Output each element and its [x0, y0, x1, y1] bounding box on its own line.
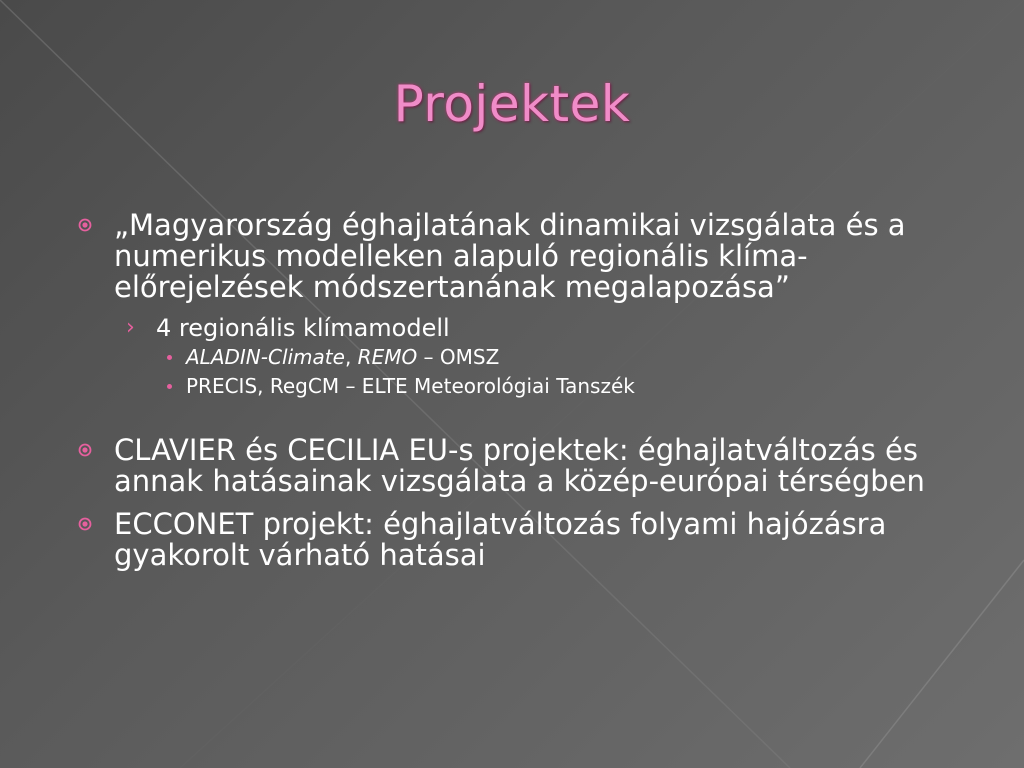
dot-bullet-icon — [167, 355, 172, 360]
bullet-3-text: ECCONET projekt: éghajlatváltozás folyami hajózásra gyakorolt várható hatásai — [114, 507, 887, 572]
bullet-2-text: CLAVIER és CECILIA EU-s projektek: éghajlatváltozás és annak hatásainak vizsgálata a közép-európai térségben — [114, 433, 925, 498]
sub-sub-bullet-1 — [72, 343, 972, 372]
slide-content — [72, 210, 972, 571]
sub-bullet-1 — [72, 313, 972, 343]
bullet-1 — [72, 210, 972, 303]
slide-title: Projektek — [393, 75, 631, 133]
separator: , — [344, 345, 358, 369]
sub-sub-bullet-2-text: PRECIS, RegCM – ELTE Meteorológiai Tanszék — [186, 374, 635, 398]
sub-bullet-1-text: 4 regionális klímamodell — [156, 314, 450, 342]
sub-sub-bullet-2 — [72, 372, 972, 401]
circle-bullet-icon — [78, 517, 92, 531]
chevron-right-icon: › — [126, 315, 135, 340]
model-aladin: ALADIN-Climate — [186, 345, 345, 369]
institution-omsz: – OMSZ — [417, 345, 500, 369]
bullet-2 — [72, 435, 972, 497]
circle-bullet-icon — [78, 218, 92, 232]
model-remo: REMO — [357, 345, 418, 369]
bullet-1-text: „Magyarország éghajlatának dinamikai vizsgálata és a numerikus modelleken alapuló regionális klíma-előrejelzések módszertanának megalapozása” — [114, 208, 906, 304]
circle-bullet-icon — [78, 443, 92, 457]
bullet-3 — [72, 509, 972, 571]
dot-bullet-icon — [167, 384, 172, 389]
